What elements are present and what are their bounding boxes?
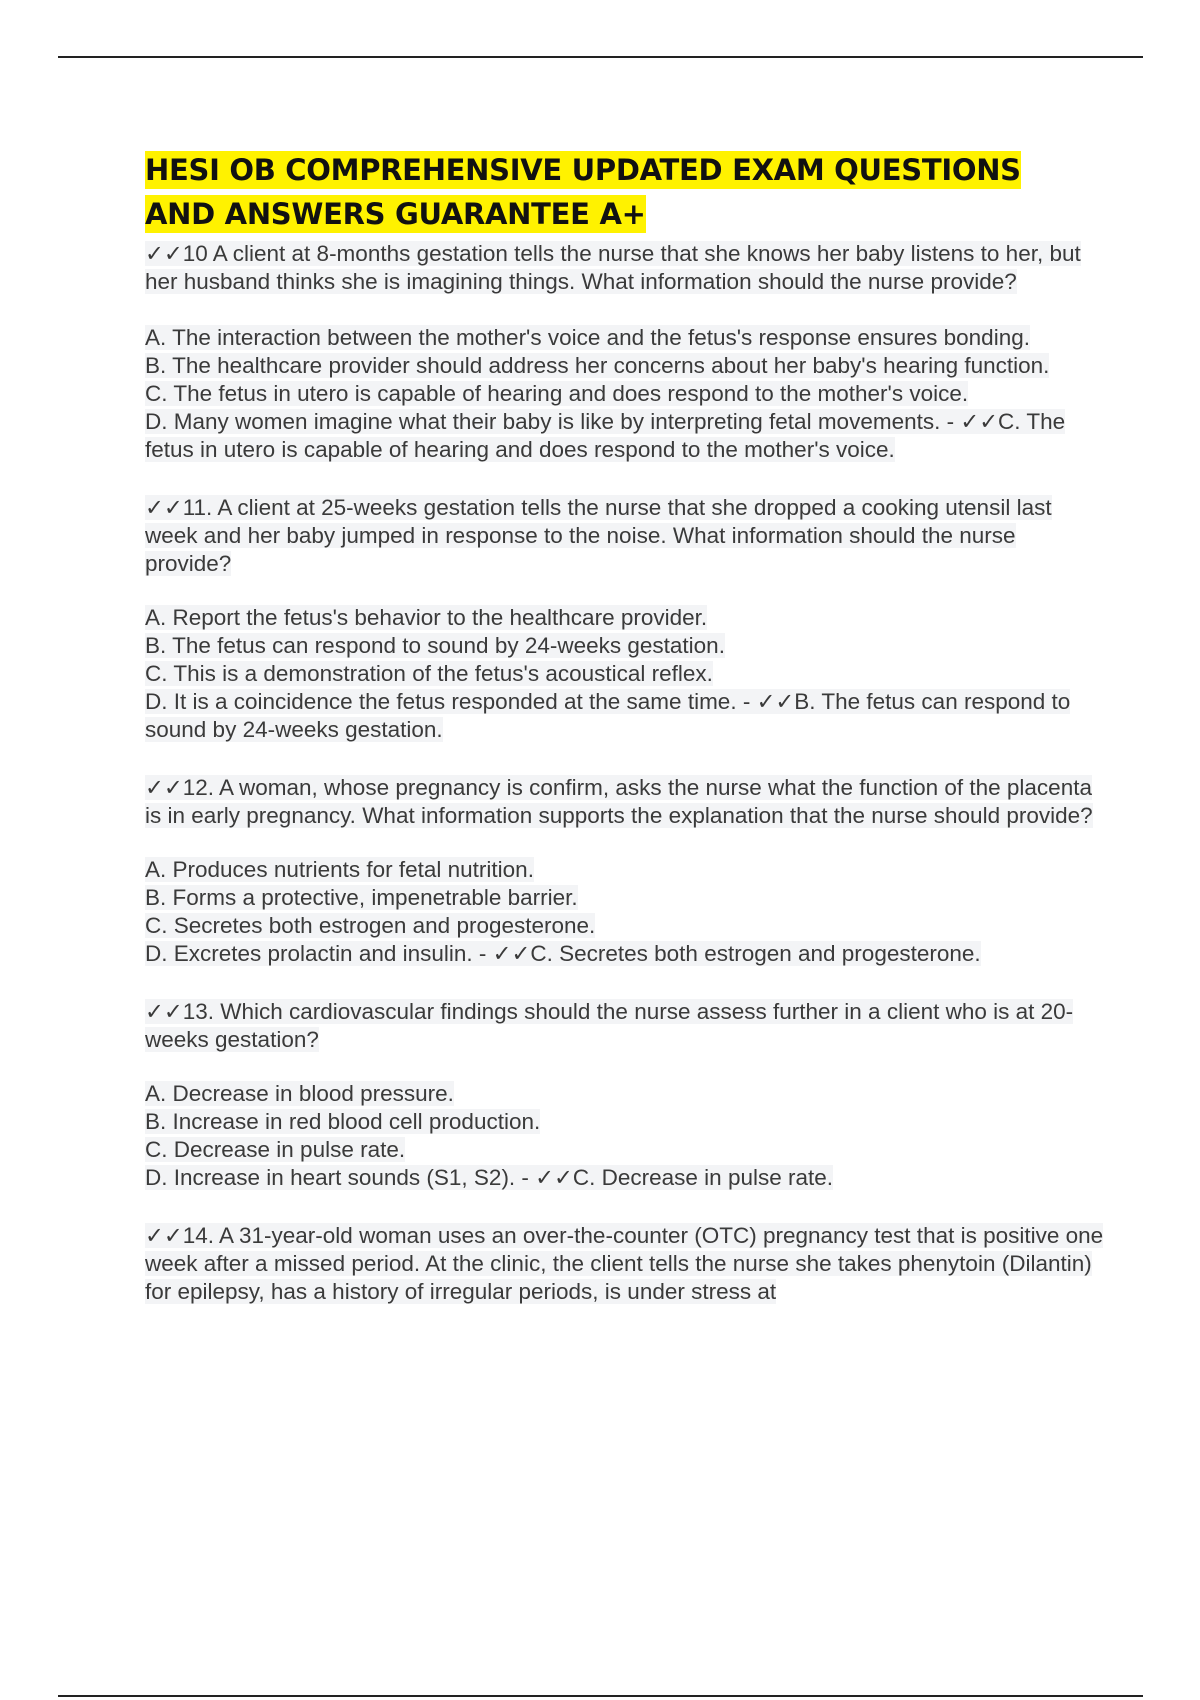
question-block	[145, 774, 1105, 968]
bottom-rule	[58, 1695, 1143, 1697]
options-list	[145, 604, 1105, 744]
question-block	[145, 1222, 1105, 1306]
option-item: A. Decrease in blood pressure.	[145, 1081, 454, 1106]
option-item: A. The interaction between the mother's voice and the fetus's response ensures bonding.	[145, 325, 1030, 350]
option-item: B. Forms a protective, impenetrable barrier.	[145, 885, 578, 910]
question-block	[145, 998, 1105, 1192]
option-item-with-answer: D. Increase in heart sounds (S1, S2). - ✓✓C. Decrease in pulse rate.	[145, 1165, 834, 1190]
question-text: ✓✓12. A woman, whose pregnancy is confirm, asks the nurse what the function of the placenta is in early pregnancy. What information supports the explanation that the nurse should provide?	[145, 775, 1093, 828]
document-title	[145, 148, 1105, 236]
question-text: ✓✓13. Which cardiovascular findings should the nurse assess further in a client who is at 20-weeks gestation?	[145, 999, 1074, 1052]
option-item: C. This is a demonstration of the fetus's acoustical reflex.	[145, 661, 713, 686]
option-item: B. Increase in red blood cell production.	[145, 1109, 541, 1134]
options-list	[145, 324, 1105, 464]
question-text: ✓✓11. A client at 25-weeks gestation tells the nurse that she dropped a cooking utensil last week and her baby jumped in response to the noise. What information should the nurse provide?	[145, 495, 1052, 576]
option-item: B. The healthcare provider should address her concerns about her baby's hearing function.	[145, 353, 1050, 378]
option-item-with-answer: D. It is a coincidence the fetus responded at the same time. - ✓✓B. The fetus can respond to sound by 24-weeks gestation.	[145, 689, 1071, 742]
option-item-with-answer: D. Excretes prolactin and insulin. - ✓✓C. Secretes both estrogen and progesterone.	[145, 941, 981, 966]
option-item: C. The fetus in utero is capable of hearing and does respond to the mother's voice.	[145, 381, 969, 406]
option-item: A. Report the fetus's behavior to the healthcare provider.	[145, 605, 708, 630]
top-rule	[58, 56, 1143, 58]
title-line-2: AND ANSWERS GUARANTEE A+	[145, 197, 646, 231]
option-item: B. The fetus can respond to sound by 24-weeks gestation.	[145, 633, 725, 658]
options-list	[145, 856, 1105, 968]
option-item: C. Secretes both estrogen and progesterone.	[145, 913, 596, 938]
question-text: ✓✓10 A client at 8-months gestation tells the nurse that she knows her baby listens to her, but her husband thinks she is imagining things. What information should the nurse provide?	[145, 241, 1081, 294]
options-list	[145, 1080, 1105, 1192]
option-item: A. Produces nutrients for fetal nutrition.	[145, 857, 534, 882]
question-block	[145, 494, 1105, 744]
question-text: ✓✓14. A 31-year-old woman uses an over-the-counter (OTC) pregnancy test that is positive one week after a missed period. At the clinic, the client tells the nurse she takes phenytoin (Dilantin) for epilepsy, has a history of irregular periods, is under stress at	[145, 1223, 1104, 1304]
document-body	[145, 148, 1105, 1332]
question-block	[145, 240, 1105, 464]
title-line-1: HESI OB COMPREHENSIVE UPDATED EXAM QUESTIONS	[145, 153, 1021, 187]
option-item-with-answer: D. Many women imagine what their baby is like by interpreting fetal movements. - ✓✓C. The fetus in utero is capable of hearing and does respond to the mother's voice.	[145, 409, 1066, 462]
option-item: C. Decrease in pulse rate.	[145, 1137, 406, 1162]
